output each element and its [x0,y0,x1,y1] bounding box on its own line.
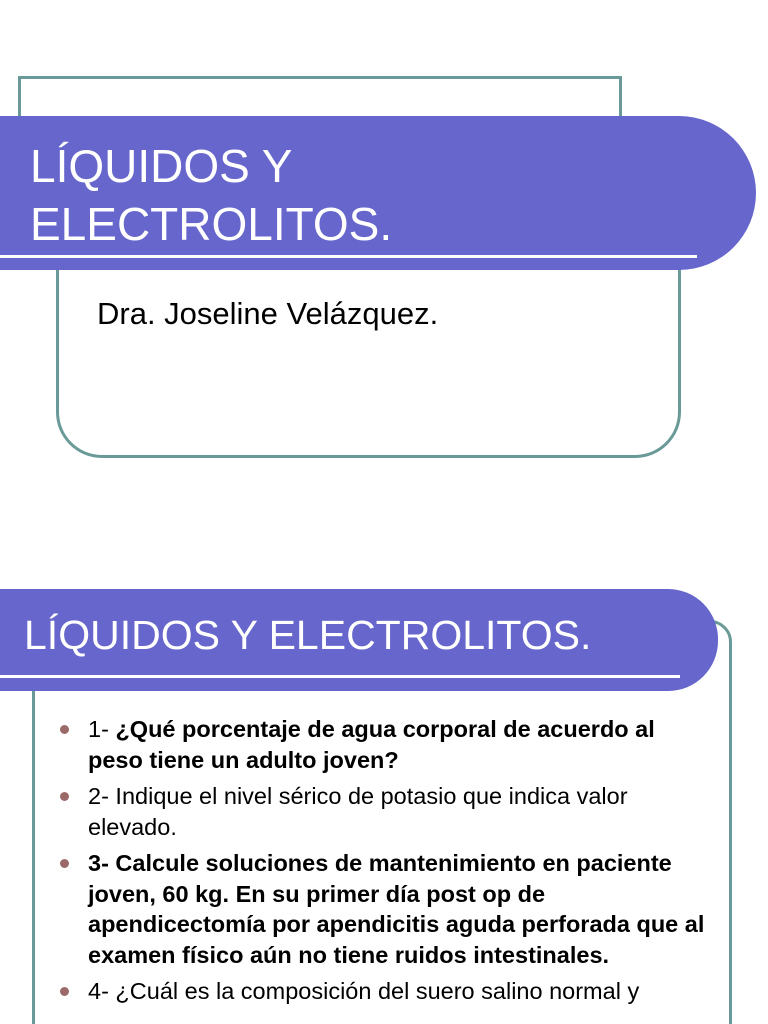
question-list [60,714,710,1013]
question-1-text: ¿Qué porcentaje de agua corporal de acuerdo al peso tiene un adulto joven? [88,716,655,773]
list-item [60,848,710,970]
slide2-title: LÍQUIDOS Y ELECTROLITOS. [24,612,592,658]
list-item [60,976,710,1007]
question-1-prefix: 1- [88,716,116,742]
question-4-text: 4- ¿Cuál es la composición del suero salino normal y [88,978,640,1004]
bullet-icon [60,859,69,868]
question-3-text: 3- Calcule soluciones de mantenimiento en paciente joven, 60 kg. En su primer día post op de apendicectomía por apendicitis aguda perforada que al examen físico aún no tiene ruidos intestinales. [88,850,705,968]
bullet-icon [60,725,69,734]
slide1-title [30,137,650,253]
question-2-text: 2- Indique el nivel sérico de potasio que indica valor elevado. [88,783,628,840]
bullet-icon [60,792,69,801]
bullet-icon [60,987,69,996]
list-item [60,781,710,842]
slide1-banner-divider [0,255,697,258]
slide1-content-frame [56,250,681,458]
slide1-title-line2: ELECTROLITOS. [30,198,393,250]
slide2-banner-divider [0,675,680,678]
list-item [60,714,710,775]
slide1-title-line1: LÍQUIDOS Y [30,140,293,192]
slide1-subtitle: Dra. Joseline Velázquez. [97,296,439,331]
